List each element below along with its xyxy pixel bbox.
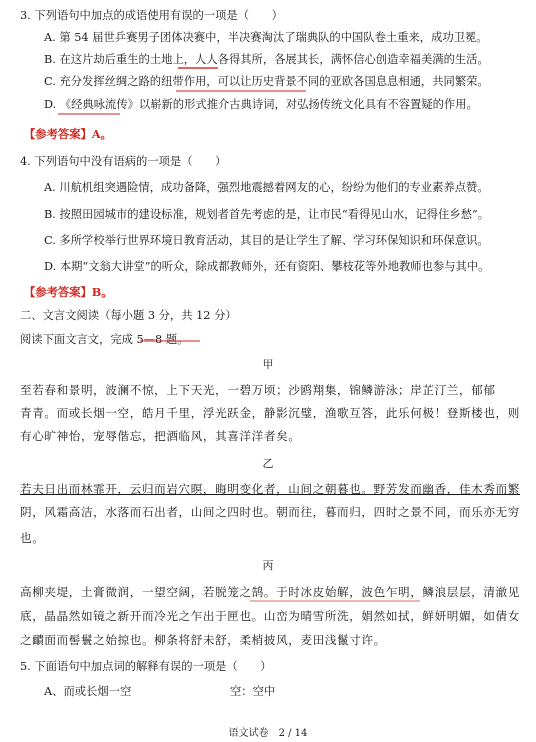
passage-yi-line-1: 若夫日出而林霏开，云归而岩穴暝，晦明变化者，山间之朝暮也。野芳发而幽香，佳木秀而繁 <box>20 482 520 496</box>
passage-jia-title: 甲 <box>262 358 274 371</box>
red-mark <box>58 113 120 115</box>
passage-yi-line-2: 阴，风霜高洁，水落而石出者，山间之四时也。朝而往，暮而归，四时之景不同，而乐亦无穷 <box>20 505 520 519</box>
q3-option-c: C. 充分发挥丝绸之路的纽带作用，可以让历史背景不同的亚欧各国息息相通，共同繁荣。 <box>44 75 489 88</box>
q4-stem: 4. 下列语句中没有语病的一项是（ ） <box>20 155 227 168</box>
red-mark <box>250 600 420 602</box>
passage-yi-line-3: 也。 <box>20 531 45 545</box>
page-footer: 语文试卷 2 / 14 <box>228 728 308 739</box>
q3-option-b: B. 在这片劫后重生的土地上，人人各得其所，各展其长，满怀信心创造幸福美满的生活。 <box>44 53 489 66</box>
q3-stem: 3. 下列语句中加点的成语使用有误的一项是（ ） <box>20 9 283 22</box>
passage-jia-line-1: 至若春和景明，波澜不惊，上下天光，一碧万顷；沙鸥翔集，锦鳞游泳；岸芷汀兰，郁郁 <box>20 383 496 397</box>
passage-bing-line-1: 高柳夹堤，土膏微润，一望空阔，若脱笼之鹄。于时冰皮始解，波色乍明，鳞浪层层，清澈见 <box>20 585 520 599</box>
q4-option-c: C. 多所学校举行世界环境日教育活动，其目的是让学生了解、学习环保知识和环保意识。 <box>44 234 489 247</box>
passage-bing-line-3: 之靧面而髻鬟之始掠也。柳条将舒未舒，柔梢披风，麦田浅鬣寸许。 <box>20 633 386 647</box>
section2-heading: 二、文言文阅读（每小题 3 分，共 12 分） <box>20 309 237 322</box>
q5-option-a-gloss: 空：空中 <box>230 685 276 698</box>
red-mark <box>178 67 218 69</box>
passage-yi-title: 乙 <box>262 457 274 470</box>
q3-option-a: A. 第 54 届世乒赛男子团体决赛中，半决赛淘汰了瑞典队的中国队卷土重来，成功卫冕。 <box>44 31 488 44</box>
q3-option-d: D. 《经典咏流传》以崭新的形式推介古典诗词，对弘扬传统文化具有不容置疑的作用。 <box>44 98 478 111</box>
q5-option-a-text: A、而或长烟一空 <box>44 685 132 698</box>
q5-stem: 5. 下面语句中加点词的解释有误的一项是（ ） <box>20 660 272 673</box>
q4-answer: 【参考答案】B。 <box>24 285 113 299</box>
section2-intro: 阅读下面文言文，完成 5—8 题。 <box>20 333 189 346</box>
red-mark <box>140 340 200 342</box>
red-mark <box>176 90 306 92</box>
passage-jia-line-3: 有心旷神怡，宠辱偕忘，把酒临风，其喜洋洋者矣。 <box>20 429 301 443</box>
q4-option-b: B. 按照田园城市的建设标准，规划者首先考虑的是，让市民“看得见山水，记得住乡愁”。 <box>44 208 490 221</box>
passage-bing-line-2: 底，晶晶然如镜之新开而冷光之乍出于匣也。山峦为晴雪所洗，娟然如拭，鲜妍明媚，如倩女 <box>20 609 520 623</box>
passage-bing-title: 丙 <box>262 559 274 572</box>
q4-option-d: D. 本期“文翁大讲堂”的听众，除成都教师外，还有资阳、攀枝花等外地教师也参与其中。 <box>44 260 490 273</box>
q3-answer: 【参考答案】A。 <box>24 127 112 141</box>
passage-jia-line-2: 青青。而或长烟一空，皓月千里，浮光跃金，静影沉璧，渔歌互答，此乐何极！登斯楼也，则 <box>20 406 520 420</box>
q4-option-a: A. 川航机组突遇险情，成功备降，强烈地震撼着网友的心，纷纷为他们的专业素养点赞。 <box>44 181 489 194</box>
